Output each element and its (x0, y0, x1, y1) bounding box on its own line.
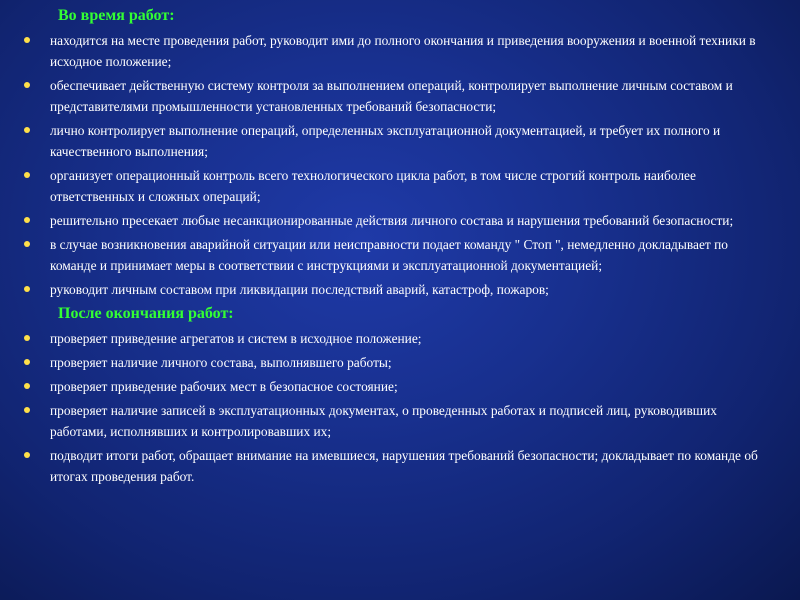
list-item (24, 30, 760, 72)
bullet-icon (24, 383, 30, 389)
list-item (24, 75, 760, 117)
list-item (24, 120, 760, 162)
bullet-icon (24, 452, 30, 458)
bullet-icon (24, 172, 30, 178)
list-item (24, 352, 760, 373)
list-item-text: проверяет приведение рабочих мест в безопасное состояние; (50, 379, 398, 394)
list-item-text: руководит личным составом при ликвидации последствий аварий, катастроф, пожаров; (50, 282, 549, 297)
bullet-icon (24, 82, 30, 88)
bullet-icon (24, 286, 30, 292)
list-item-text: решительно пресекает любые несанкционированные действия личного состава и нарушения требований безопасности; (50, 213, 734, 228)
after-work-list (24, 328, 760, 487)
list-item-text: в случае возникновения аварийной ситуации или неисправности подает команду " Стоп ", немедленно докладывает по команде и принимает меры в соответствии с инструкциями и эксплуатационной документацией; (50, 237, 728, 273)
list-item (24, 165, 760, 207)
list-item-text: находится на месте проведения работ, руководит ими до полного окончания и приведения вооружения и военной техники в исходное положение; (50, 33, 756, 69)
bullet-icon (24, 407, 30, 413)
list-item (24, 328, 760, 349)
bullet-icon (24, 335, 30, 341)
bullet-icon (24, 217, 30, 223)
list-item (24, 210, 760, 231)
bullet-icon (24, 127, 30, 133)
list-item (24, 445, 760, 487)
heading-during-work: Во время работ: (58, 7, 175, 24)
list-item (24, 400, 760, 442)
list-item-text: подводит итоги работ, обращает внимание на имевшиеся, нарушения требований безопасности; докладывает по команде об итогах проведения работ. (50, 448, 758, 484)
list-item-text: проверяет наличие записей в эксплуатационных документах, о проведенных работах и подписей лиц, руководивших работами, исполнявших и контролировавших их; (50, 403, 717, 439)
list-item-text: организует операционный контроль всего технологического цикла работ, в том числе строгий контроль наиболее ответственных и сложных операций; (50, 168, 696, 204)
bullet-icon (24, 37, 30, 43)
list-item-text: проверяет приведение агрегатов и систем в исходное положение; (50, 331, 422, 346)
list-item (24, 234, 760, 276)
list-item (24, 279, 760, 300)
during-work-list (24, 30, 760, 300)
heading-after-work: После окончания работ: (58, 305, 234, 322)
list-item-text: проверяет наличие личного состава, выполнявшего работы; (50, 355, 392, 370)
list-item-text: обеспечивает действенную систему контроля за выполнением операций, контролирует выполнение личным составом и представителями промышленности установленных требований безопасности; (50, 78, 733, 114)
list-item-text: лично контролирует выполнение операций, определенных эксплуатационной документацией, и требует их полного и качественного выполнения; (50, 123, 721, 159)
bullet-icon (24, 359, 30, 365)
bullet-icon (24, 241, 30, 247)
list-item (24, 376, 760, 397)
